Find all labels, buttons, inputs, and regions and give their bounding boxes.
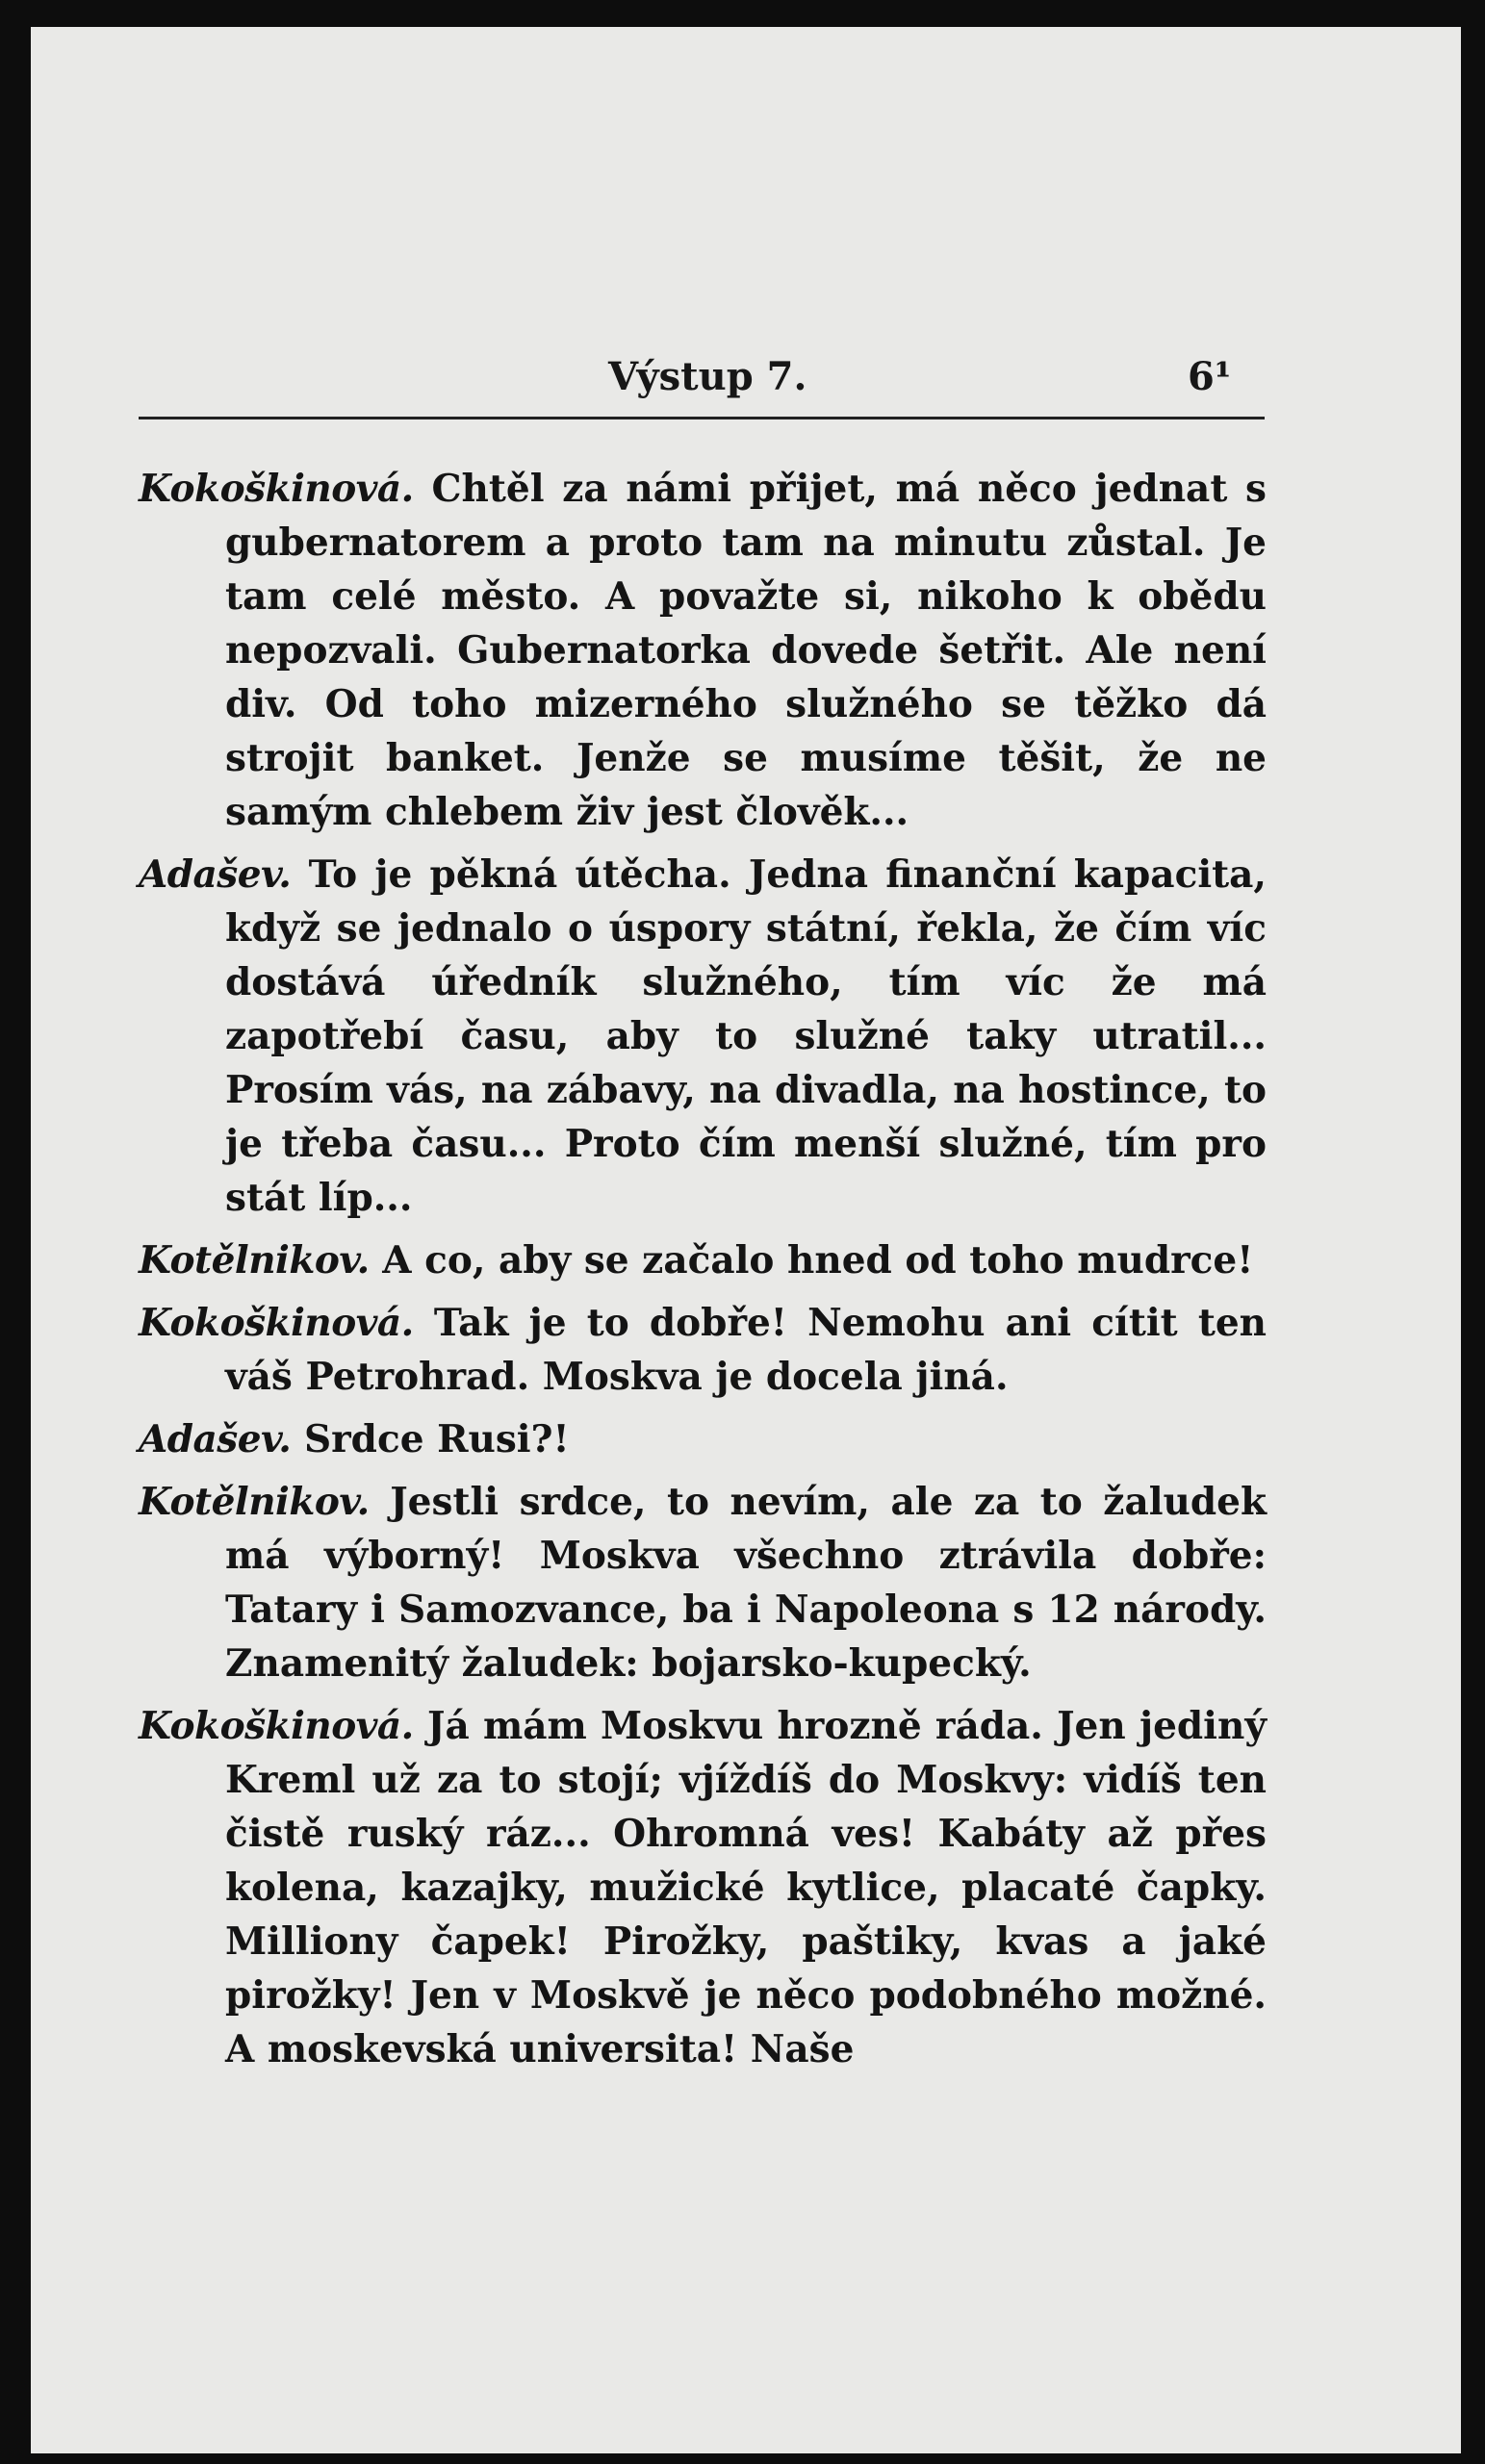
dialogue-paragraph: [139, 848, 1267, 1225]
speech-text: Jestli srdce, to nevím, ale za to žaludek má výborný! Moskva všechno ztrávila dobře: Tatary i Samozvance, ba i Napoleona s 12 národy. Znamenitý žaludek: bojarsko-kupecký.: [225, 1480, 1267, 1686]
speech-text: A co, aby se začalo hned od toho mudrce!: [382, 1238, 1254, 1283]
dialogue-text: [139, 462, 1267, 2085]
speech-text: Já mám Moskvu hrozně ráda. Jen jediný Kreml už za to stojí; vjíždíš do Moskvy: vidíš ten čistě ruský ráz... Ohromná ves! Kabáty až přes kolena, kazajky, mužické kytlice, placaté čapky. Milliony čapek! Pirožky, paštiky, kvas a jaké pirožky! Jen v Moskvě je něco podobného možné. A moskevská universita! Naše: [225, 1704, 1267, 2071]
dialogue-paragraph: [139, 1233, 1267, 1287]
dialogue-paragraph: [139, 1296, 1267, 1404]
section-title: Výstup 7.: [608, 354, 807, 399]
dialogue-paragraph: [139, 462, 1267, 839]
speech-text: Chtěl za námi přijet, má něco jednat s gubernatorem a proto tam na minutu zůstal. Je tam celé město. A považte si, nikoho k obědu nepozvali. Gubernatorka dovede šetřit. Ale není div. Od toho mizerného služného se těžko dá strojit banket. Jenže se musíme těšit, že ne samým chlebem živ jest člověk...: [225, 467, 1267, 834]
speaker-name: Adašev.: [139, 1417, 292, 1461]
speaker-name: Kokoškinová.: [139, 467, 414, 511]
dialogue-paragraph: [139, 1412, 1267, 1466]
speaker-name: Kokoškinová.: [139, 1301, 414, 1345]
speech-text: Srdce Rusi?!: [303, 1417, 570, 1461]
running-header: [31, 354, 1461, 412]
speaker-name: Adašev.: [139, 852, 292, 897]
speaker-name: Kokoškinová.: [139, 1704, 414, 1748]
book-page: [31, 27, 1461, 2453]
speaker-name: Kotělnikov.: [139, 1238, 370, 1283]
dialogue-paragraph: [139, 1699, 1267, 2076]
dialogue-paragraph: [139, 1475, 1267, 1690]
page-number: 6¹: [1188, 354, 1232, 399]
speaker-name: Kotělnikov.: [139, 1480, 370, 1524]
speech-text: To je pěkná útěcha. Jedna finanční kapacita, když se jednalo o úspory státní, řekla, že čím víc dostává úředník služného, tím víc že má zapotřebí času, aby to služné taky utratil... Prosím vás, na zábavy, na divadla, na hostince, to je třeba času... Proto čím menší služné, tím pro stát líp...: [225, 852, 1267, 1220]
speech-text: Tak je to dobře! Nemohu ani cítit ten váš Petrohrad. Moskva je docela jiná.: [225, 1301, 1267, 1399]
header-rule: [139, 417, 1265, 419]
